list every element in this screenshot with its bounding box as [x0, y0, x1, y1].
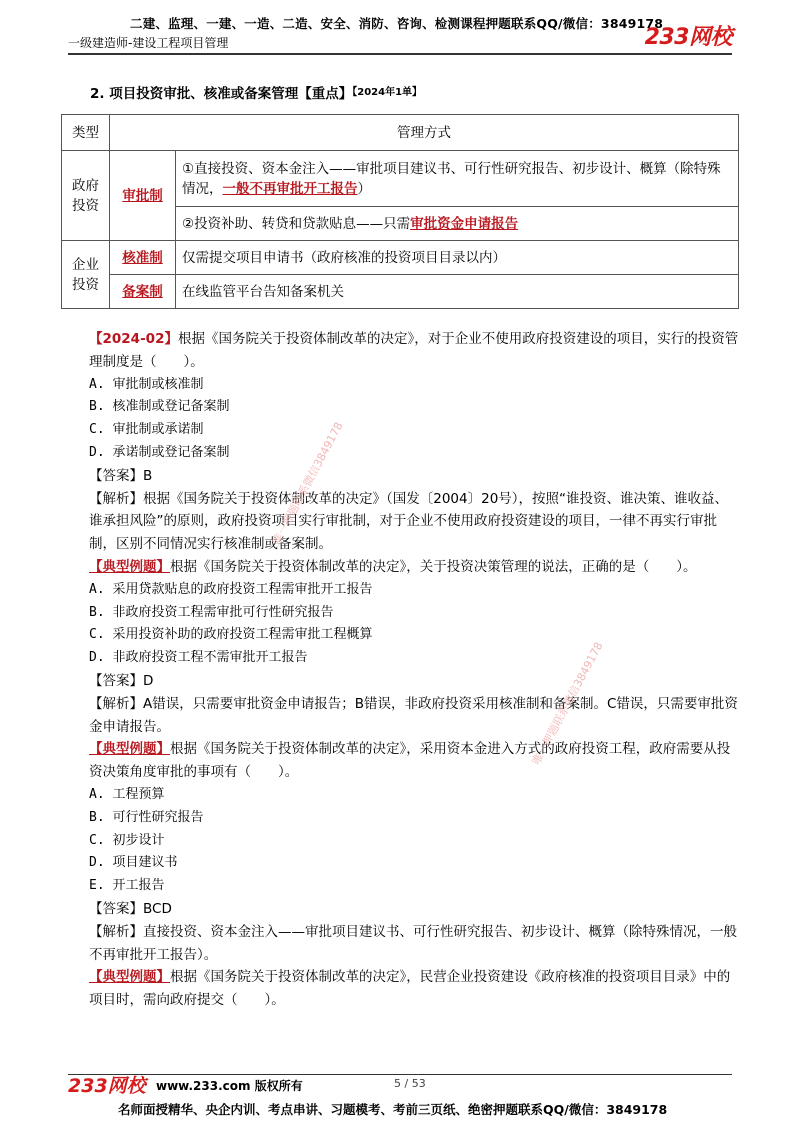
ent-method-2: 在线监管平台告知备案机关: [176, 275, 739, 309]
system-approval: 审批制: [110, 151, 176, 241]
category-government: 政府投资: [62, 151, 110, 241]
gov-method-2-highlight: 审批资金申请报告: [410, 215, 519, 232]
q2-option-a: A. 采用贷款贴息的政府投资工程需审批开工报告: [89, 581, 373, 597]
header-ad-text: 二建、监理、一建、一造、二造、安全、消防、咨询、检测课程押题联系QQ/微信：3849178: [130, 16, 664, 31]
q3-tag: 【典型例题】: [89, 741, 170, 758]
ent-method-1: 仅需提交项目申请书（政府核准的投资项目目录以内）: [176, 241, 739, 275]
questions-body: [61, 328, 741, 1012]
year-tag: 【2024年1单】: [352, 87, 423, 98]
q2-tag: 【典型例题】: [89, 558, 170, 575]
q2-stem: [61, 556, 741, 579]
q2-option-c: C. 采用投资补助的政府投资工程需审批工程概算: [89, 627, 373, 643]
section-title-text: 2. 项目投资审批、核准或备案管理【重点】: [90, 86, 353, 102]
table-row: [62, 241, 739, 275]
q1-analysis-text: 根据《国务院关于投资体制改革的决定》（国发〔2004〕20号），按照“谁投资、谁决策、谁收益、谁承担风险”的原则，政府投资项目实行审批制，对于企业不使用政府投资建设的项目，一律不再实行审批制，区别不同情况实行核准制或备案制。: [89, 490, 729, 553]
q2-answer: 【答案】D: [89, 672, 154, 689]
q1-option-a: A. 审批制或核准制: [89, 376, 204, 392]
watermark-text: 唯一押题联系微信3849178: [529, 639, 606, 768]
system-verification: 核准制: [110, 241, 176, 275]
q2-stem-text: 根据《国务院关于投资体制改革的决定》，关于投资决策管理的说法，正确的是（ ）。: [170, 558, 697, 575]
header-management: 管理方式: [110, 115, 739, 151]
q4-stem-text: 根据《国务院关于投资体制改革的决定》，民营企业投资建设《政府核准的投资项目目录》中的项目时，需向政府提交（ ）。: [89, 969, 731, 1009]
q3-analysis-text: 直接投资、资本金注入——审批项目建议书、可行性研究报告、初步设计、概算（除特殊情况，一般不再审批开工报告）。: [89, 923, 737, 963]
management-table: [61, 114, 739, 309]
brand-logo: 233网校: [644, 25, 732, 50]
q3-answer: 【答案】BCD: [89, 900, 172, 917]
q1-option-d: D. 承诺制或登记备案制: [89, 444, 230, 460]
q3-option-a: A. 工程预算: [89, 786, 165, 802]
section-title: [90, 82, 422, 102]
watermark-text: 唯一押题联系微信3849178: [269, 419, 346, 548]
gov-method-1: [176, 151, 739, 207]
q4-stem: [61, 966, 741, 1012]
q2-option-b: B. 非政府投资工程需审批可行性研究报告: [89, 604, 334, 620]
q3-analysis-tag: 【解析】: [89, 923, 143, 940]
q2-analysis: [61, 693, 741, 739]
header-divider: [68, 53, 732, 55]
q3-option-c: C. 初步设计: [89, 832, 165, 848]
q1-analysis-tag: 【解析】: [89, 490, 143, 507]
gov-method-1-text: ①直接投资、资本金注入——审批项目建议书、可行性研究报告、初步设计、概算（除特殊情况，: [182, 160, 721, 197]
q3-stem: [61, 738, 741, 784]
footer-site: www.233.com 版权所有: [156, 1079, 303, 1093]
q3-stem-text: 根据《国务院关于投资体制改革的决定》，采用资本金进入方式的政府投资工程，政府需要从投资决策角度审批的事项有（ ）。: [89, 741, 731, 781]
table-row: [62, 275, 739, 309]
gov-method-2-text: ②投资补助、转贷和贷款贴息——只需: [182, 215, 411, 232]
q3-option-d: D. 项目建议书: [89, 855, 178, 871]
table-row: [62, 151, 739, 207]
q2-analysis-tag: 【解析】: [89, 695, 143, 712]
document-subtitle: 一级建造师-建设工程项目管理: [68, 36, 229, 50]
q1-option-c: C. 审批制或承诺制: [89, 422, 204, 438]
header-type: 类型: [62, 115, 110, 151]
page-number: 5 / 53: [394, 1077, 426, 1090]
q2-option-d: D. 非政府投资工程不需审批开工报告: [89, 650, 308, 666]
q1-option-b: B. 核准制或登记备案制: [89, 399, 230, 415]
category-enterprise: 企业投资: [62, 241, 110, 309]
q3-option-e: E. 开工报告: [89, 878, 165, 894]
q4-tag: 【典型例题】: [89, 969, 170, 986]
q1-stem-text: 根据《国务院关于投资体制改革的决定》，对于企业不使用政府投资建设的项目，实行的投资管理制度是（ ）。: [89, 331, 739, 370]
footer-logo: 233网校: [68, 1075, 146, 1097]
gov-method-1-end: ）: [357, 180, 371, 197]
q1-stem: [61, 328, 741, 374]
gov-method-2: [176, 207, 739, 241]
q3-analysis: [61, 921, 741, 967]
gov-method-1-highlight: 一般不再审批开工报告: [222, 180, 358, 197]
table-header-row: [62, 115, 739, 151]
system-filing: 备案制: [110, 275, 176, 309]
footer-divider: [68, 1074, 732, 1075]
footer-ad-text: 名师面授精华、央企内训、考点串讲、习题模考、考前三页纸、绝密押题联系QQ/微信：3849178: [118, 1102, 668, 1117]
q2-analysis-text: A错误，只需要审批资金申请报告；B错误，非政府投资采用核准制和备案制。C错误，只需要审批资金申请报告。: [89, 695, 738, 735]
q1-answer: 【答案】B: [89, 467, 153, 484]
q3-option-b: B. 可行性研究报告: [89, 809, 204, 825]
q1-tag: 【2024-02】: [89, 331, 178, 347]
q1-analysis: [61, 488, 741, 556]
